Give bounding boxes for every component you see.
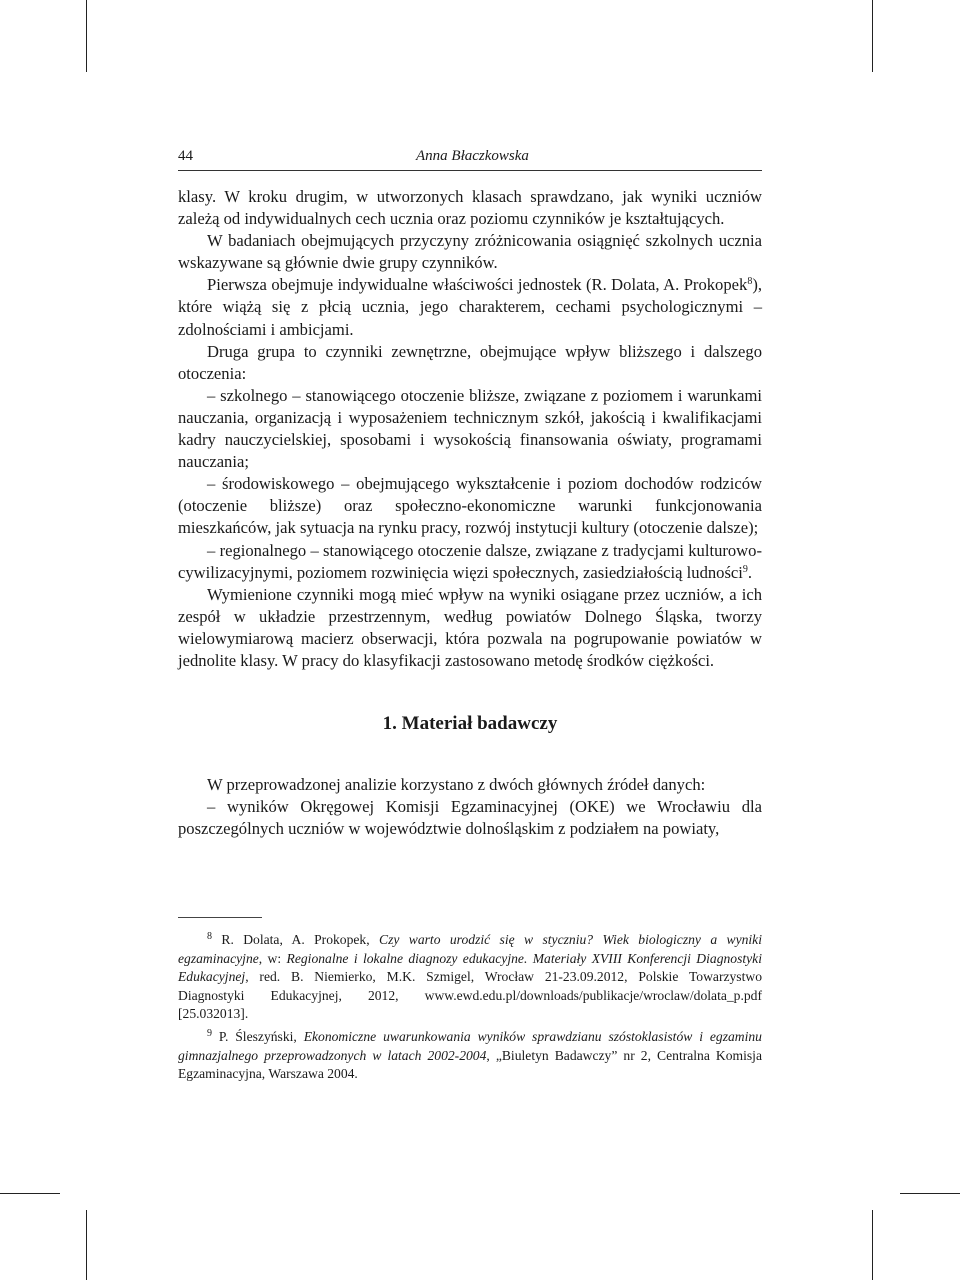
crop-mark-left-bottom	[0, 1193, 60, 1194]
paragraph-3-text-b: ), które wiążą się z płcią ucznia, jego charakterem, cechami psychologicznymi – zdolnościami i ambicjami.	[178, 275, 762, 339]
footnote-9-text-a: P. Śleszyński,	[212, 1028, 304, 1044]
paragraph-3	[178, 274, 762, 340]
footnote-8	[178, 931, 762, 1024]
paragraph-8: Wymienione czynniki mogą mieć wpływ na wyniki osiągane przez uczniów, a ich zespół w układzie przestrzennym, według powiatów Dolnego Śląska, tworzy wielowymiarową macierz obserwacji, która pozwala na pogrupowanie powiatów w jednolite klasy. W pracy do klasyfikacji zastosowano metodę środków ciężkości.	[178, 584, 762, 670]
footnote-8-text-e: , red. B. Niemierko, M.K. Szmigel, Wrocław 21-23.09.2012, Polskie Towarzystwo Diagnostyki Edukacyjnej, 2012, www.ewd.edu.pl/downloads/publikacje/wroclaw/dolata_p.pdf [25.032013].	[178, 969, 762, 1022]
crop-mark-top-right	[872, 0, 873, 72]
main-text	[178, 186, 762, 840]
paragraph-2: W badaniach obejmujących przyczyny zróżnicowania osiągnięć szkolnych ucznia wskazywane są głównie dwie grupy czynników.	[178, 231, 762, 273]
crop-mark-bottom-left	[86, 1210, 87, 1280]
footnote-9-mark: 9	[207, 1027, 212, 1039]
running-header	[178, 148, 762, 171]
crop-mark-right-bottom	[900, 1193, 960, 1194]
footnote-ref-8[interactable]: 8	[747, 276, 753, 288]
footnote-8-text-c: , w:	[258, 950, 287, 966]
paragraph-1: klasy. W kroku drugim, w utworzonych klasach sprawdzano, jak wyniki uczniów zależą od indywidualnych cech ucznia oraz poziomu czynników je kształtujących.	[178, 187, 762, 229]
footnote-8-text-a: R. Dolata, A. Prokopek,	[212, 932, 379, 947]
crop-mark-bottom-right	[872, 1210, 873, 1280]
list-item-oke: – wyników Okręgowej Komisji Egzaminacyjnej (OKE) we Wrocławiu dla poszczególnych uczniów w województwie dolnośląskim z podziałem na powiaty,	[178, 797, 762, 839]
footnotes	[178, 931, 762, 1088]
footnote-separator	[178, 917, 262, 918]
list-item-schools: – szkolnego – stanowiącego otoczenie bliższe, związane z poziomem i warunkami nauczania, organizacją i wyposażeniem technicznym szkół, jakością i kwalifikacjami kadry nauczycielskiej, sposobami i wysokością finansowania oświaty, programami nauczania;	[178, 385, 762, 472]
footnote-ref-9[interactable]: 9	[742, 563, 748, 575]
footnote-9	[178, 1028, 762, 1084]
paragraph-3-text-a: Pierwsza obejmuje indywidualne właściwości jednostek (R. Dolata, A. Prokopek	[207, 275, 748, 295]
footnote-8-volume: Regionalne i lokalne diagnozy edukacyjne. Materiały XVIII Konferencji Diagnostyki Edukacyjnej	[178, 950, 762, 985]
paragraph-9: W przeprowadzonej analizie korzystano z dwóch głównych źródeł danych:	[207, 775, 706, 795]
paragraph-4: Druga grupa to czynniki zewnętrzne, obejmujące wpływ bliższego i dalszego otoczenia:	[178, 341, 762, 383]
list-item-regional	[178, 540, 762, 584]
footnote-9-title: Ekonomiczne uwarunkowania wyników sprawdzianu szóstoklasistów i egzaminu gimnazjalnego przeprowadzonych w latach 2002-2004	[178, 1028, 762, 1063]
footnote-9-text-c: , „Biuletyn Badawczy” nr 2, Centralna Komisja Egzaminacyjna, Warszawa 2004.	[178, 1047, 762, 1082]
section-heading: 1. Materiał badawczy	[382, 713, 558, 735]
list-item-regional-text-a: – regionalnego – stanowiącego otoczenie dalsze, związane z tradycjami kulturowo-cywilizacyjnymi, poziomem rozwinięcia więzi społecznych, zasiedziałością ludności	[178, 540, 762, 582]
footnote-8-title: Czy warto urodzić się w styczniu? Wiek biologiczny a wyniki egzaminacyjne	[178, 932, 762, 966]
crop-mark-top-left	[86, 0, 87, 72]
list-item-environment: – środowiskowego – obejmującego wykształcenie i poziom dochodów rodziców (otoczenie bliższe) oraz społeczno-ekonomiczne warunki funkcjonowania mieszkańców, jak sytuacja na rynku pracy, rozwój instytucji kultury (otoczenie dalsze);	[178, 474, 762, 538]
running-author: Anna Błaczkowska	[416, 148, 529, 164]
list-item-regional-text-b: .	[747, 562, 753, 582]
page-number: 44	[178, 148, 193, 164]
footnote-8-mark: 8	[207, 931, 212, 942]
